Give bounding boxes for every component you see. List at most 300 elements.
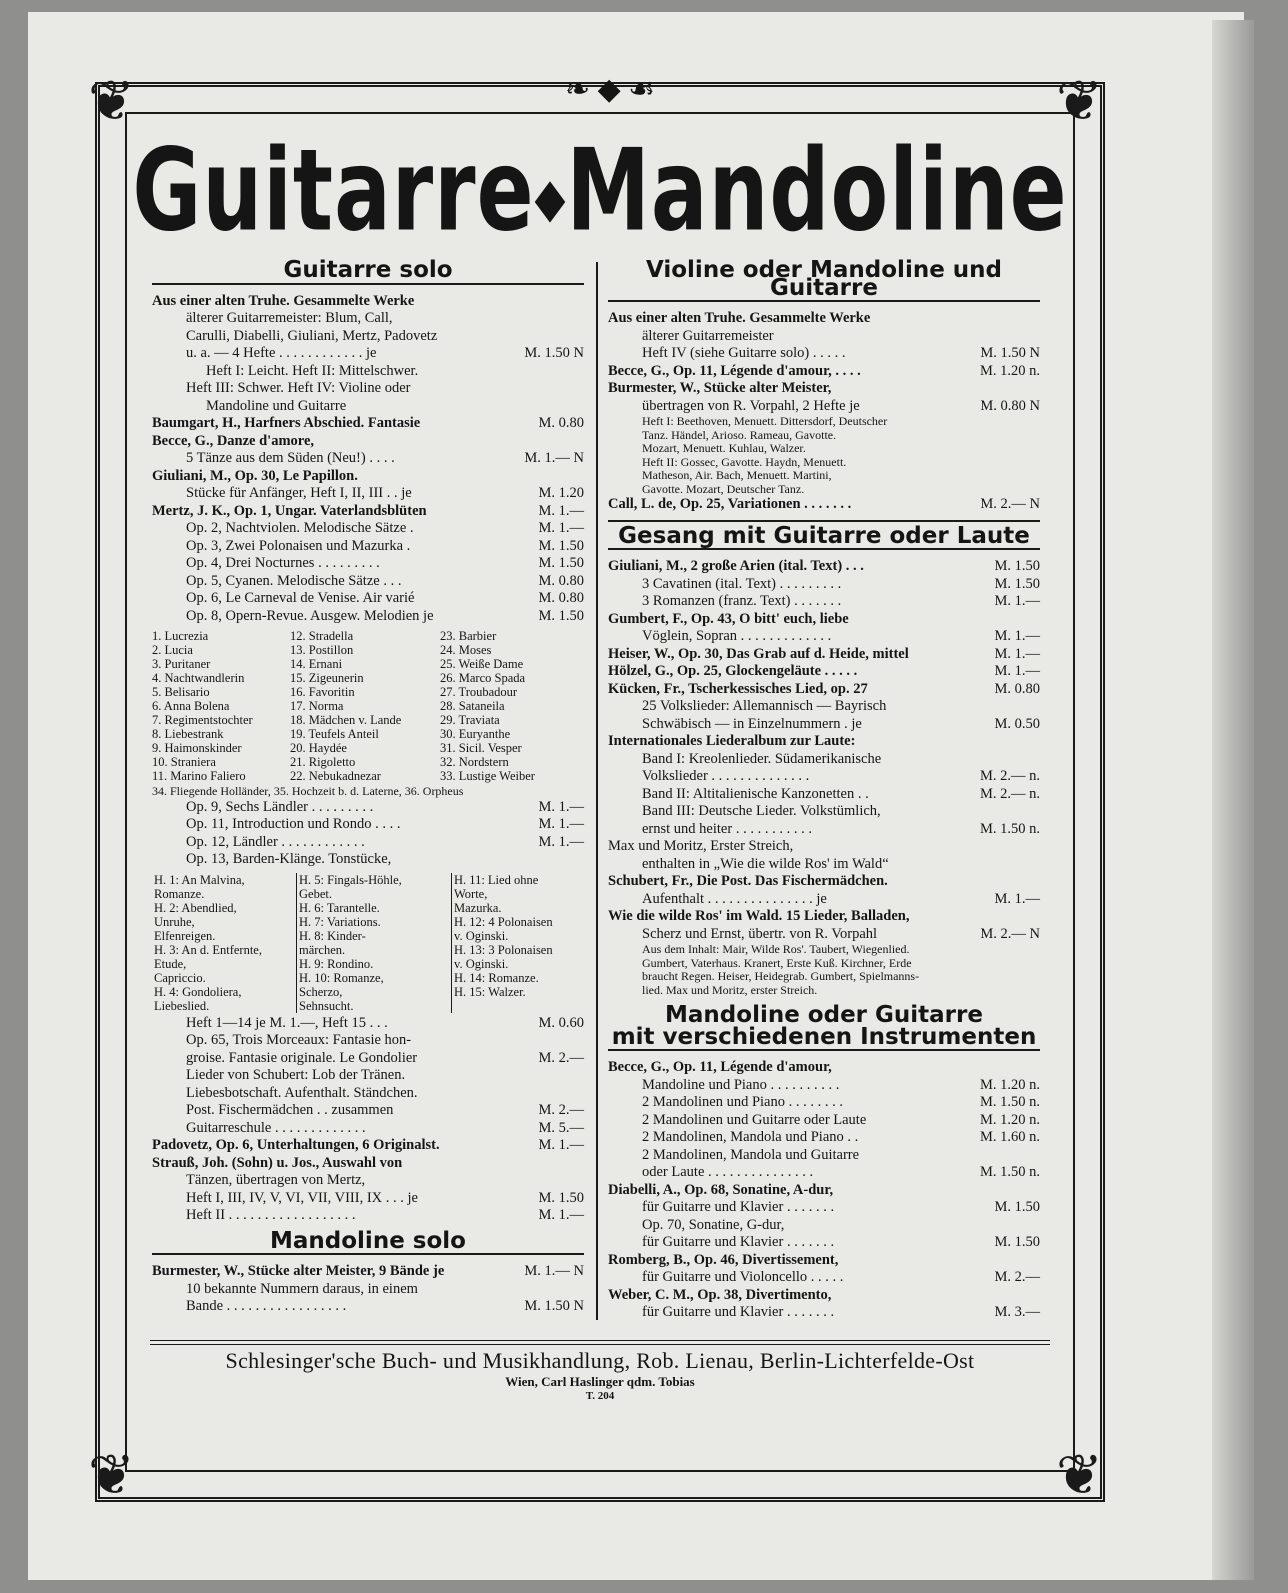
entry-text: Hölzel, G., Op. 25, Glockengeläute . . . . . (608, 663, 858, 679)
entry-text: Op. 9, Sechs Ländler . . . . . . . . . (186, 798, 374, 815)
entry-list (608, 1059, 1040, 1322)
heft-cell: Capriccio. (154, 970, 206, 985)
entry-price: M. 1.— (538, 502, 584, 519)
opera-item: 11. Marino Faliero (152, 769, 246, 783)
left-column (152, 257, 584, 1316)
catalog-entry (152, 799, 584, 817)
heft-cell: H. 8: Kinder- (296, 929, 452, 943)
opera-item: 20. Haydée (290, 741, 347, 755)
opera-item: 25. Weiße Dame (440, 657, 524, 671)
catalog-entry (608, 611, 1040, 629)
opera-list (152, 629, 584, 783)
entry-text: Aufenthalt . . . . . . . . . . . . . . . je (642, 890, 827, 907)
entry-text: Heft I, III, IV, V, VI, VII, VIII, IX . . . je (186, 1189, 418, 1206)
entry-price: M. 1.20 n. (979, 1076, 1040, 1093)
entry-text: Max und Moritz, Erster Streich, (608, 838, 794, 854)
entry-price: M. 2.— n. (979, 768, 1040, 784)
entry-text: Strauß, Joh. (Sohn) u. Jos., Auswahl von (152, 1154, 403, 1171)
catalog-entry (608, 768, 1040, 786)
opera-item: 32. Nordstern (440, 755, 509, 769)
entry-text: Liebesbotschaft. Aufenthalt. Ständchen. (186, 1084, 418, 1101)
entry-list (608, 558, 1040, 943)
entry-list (152, 1015, 584, 1225)
heft-cell: H. 15: Walzer. (454, 984, 526, 999)
entry-text: 2 Mandolinen, Mandola und Piano . . (642, 1129, 859, 1145)
opera-item: 16. Favoritin (290, 685, 355, 699)
heft-table (152, 873, 584, 1013)
catalog-entry (152, 328, 584, 346)
catalog-entry (608, 593, 1040, 611)
entry-price: M. 1.— (538, 520, 584, 536)
entry-text: Guitarreschule . . . . . . . . . . . . . (186, 1119, 366, 1136)
entry-price: M. 1.50 (538, 555, 584, 571)
corner-ornament-icon: ❦ (1056, 71, 1103, 133)
catalog-entry (608, 1217, 1040, 1235)
entry-price: M. 2.— (538, 1102, 584, 1118)
entry-text: Op. 12, Ländler . . . . . . . . . . . . (186, 833, 365, 850)
catalog-entry (608, 681, 1040, 699)
entry-text: Schubert, Fr., Die Post. Das Fischermädchen. (608, 873, 888, 889)
entry-list (152, 293, 584, 626)
catalog-entry (608, 1304, 1040, 1322)
entry-text: Padovetz, Op. 6, Unterhaltungen, 6 Originalst. (152, 1137, 440, 1153)
small-line: Tanz. Händel, Arioso. Rameau, Gavotte. (642, 427, 837, 442)
catalog-entry (608, 558, 1040, 576)
heft-cell: H. 9: Rondino. (296, 957, 452, 971)
footer (130, 1348, 1070, 1402)
opera-item: 7. Regimentstochter (152, 713, 253, 727)
catalog-entry (608, 310, 1040, 328)
entry-text: 2 Mandolinen und Guitarre oder Laute (642, 1111, 867, 1128)
entry-price: M. 1.— (538, 798, 584, 815)
heft-cell: Sehnsucht. (296, 999, 452, 1013)
opera-item: 27. Troubadour (440, 685, 518, 699)
catalog-entry (608, 891, 1040, 909)
opera-item: 21. Rigoletto (290, 755, 356, 769)
entry-text: Volkslieder . . . . . . . . . . . . . . (642, 768, 810, 784)
heft-cell: H. 5: Fingals-Höhle, (296, 873, 452, 887)
catalog-entry (152, 1067, 584, 1085)
heft-cell: Scherzo, (296, 985, 452, 999)
opera-item: 18. Mädchen v. Lande (290, 713, 402, 727)
entry-price: M. 2.— N (980, 496, 1040, 512)
heft-cell: H. 13: 3 Polonaisen (454, 942, 553, 957)
entry-text: Aus einer alten Truhe. Gesammelte Werke (608, 310, 871, 326)
opera-item: 17. Norma (290, 699, 344, 713)
heft-cell: Mazurka. (454, 900, 502, 915)
catalog-entry (152, 1032, 584, 1050)
entry-text: Op. 2, Nachtviolen. Melodische Sätze . (186, 520, 414, 536)
entry-text: Tänzen, übertragen von Mertz, (186, 1172, 366, 1188)
entry-text: Carulli, Diabelli, Giuliani, Mertz, Padovetz (186, 327, 438, 344)
entry-text: 5 Tänze aus dem Süden (Neu!) . . . . (186, 450, 395, 466)
opera-item: 3. Puritaner (152, 657, 211, 671)
entry-price: M. 2.— n. (979, 785, 1040, 802)
section-heading: Violine oder Mandoline und Guitarre (608, 262, 1040, 302)
entry-text: Schwäbisch — in Einzelnummern . je (642, 715, 862, 732)
entry-text: Op. 11, Introduction und Rondo . . . . (186, 816, 401, 832)
catalog-entry (152, 1137, 584, 1155)
heft-cell (452, 999, 584, 1013)
entry-text: Heft 1—14 je M. 1.—, Heft 15 . . . (186, 1014, 388, 1031)
catalog-entry (608, 1269, 1040, 1287)
small-line: Heft II: Gossec, Gavotte. Haydn, Menuett. (642, 454, 847, 469)
catalog-entry (152, 608, 584, 626)
corner-ornament-icon: ❦ (88, 71, 135, 133)
heft-cell: H. 1: An Malvina, (154, 872, 245, 887)
entry-price: M. 1.50 (538, 1189, 584, 1206)
entry-text: Op. 13, Barden-Klänge. Tonstücke, (186, 851, 392, 867)
entry-price: M. 1.50 n. (979, 1164, 1040, 1180)
entry-price: M. 1.50 (994, 575, 1040, 592)
entry-text: älterer Guitarremeister: Blum, Call, (186, 310, 393, 326)
small-line: Aus dem Inhalt: Mair, Wilde Ros'. Taubert, Wiegenlied. (642, 942, 910, 956)
entry-text: älterer Guitarremeister (642, 327, 774, 344)
entry-price: M. 1.— N (524, 450, 584, 466)
catalog-entry (608, 363, 1040, 381)
catalog-entry (152, 503, 584, 521)
opera-item: 26. Marco Spada (440, 671, 526, 685)
catalog-entry (152, 380, 584, 398)
entry-text: 3 Romanzen (franz. Text) . . . . . . . (642, 593, 842, 609)
small-line: Matheson, Air. Bach, Menuett. Martini, (642, 468, 832, 482)
opera-item: 31. Sicil. Vesper (440, 741, 522, 755)
entry-price: M. 1.— (994, 645, 1040, 662)
heft-cell: Elfenreigen. (154, 928, 216, 943)
catalog-entry (608, 856, 1040, 874)
catalog-entry (152, 310, 584, 328)
catalog-entry (608, 345, 1040, 363)
corner-ornament-icon: ❦ (88, 1445, 135, 1507)
catalog-entry (152, 468, 584, 486)
catalog-entry (608, 1147, 1040, 1165)
right-column (608, 257, 1040, 1322)
entry-price: M. 1.50 n. (979, 820, 1040, 837)
entry-text: Weber, C. M., Op. 38, Divertimento, (608, 1286, 832, 1303)
catalog-entry (152, 345, 584, 363)
opera-item: 24. Moses (440, 643, 492, 657)
entry-text: Heft II . . . . . . . . . . . . . . . . . . (186, 1207, 356, 1223)
catalog-entry (152, 415, 584, 433)
small-line: Heft I: Beethoven, Menuett. Dittersdorf, Deutscher (642, 414, 888, 428)
publisher: Schlesinger'sche Buch- und Musikhandlung, Rob. Lienau, Berlin-Lichterfelde-Ost (225, 1348, 975, 1373)
entry-text: Wie die wilde Ros' im Wald. 15 Lieder, Balladen, (608, 908, 910, 924)
entry-text: für Guitarre und Violoncello . . . . . (642, 1269, 844, 1285)
entry-price: M. 0.80 (538, 415, 584, 431)
opera-last: 34. Fliegende Holländer, 35. Hochzeit b. d. Laterne, 36. Orpheus (152, 784, 464, 798)
entry-text: Romberg, B., Op. 46, Divertissement, (608, 1251, 839, 1268)
catalog-entry (152, 834, 584, 852)
entry-price: M. 5.— (538, 1119, 584, 1136)
entry-price: M. 1.60 n. (979, 1129, 1040, 1145)
entry-price: M. 1.20 n. (979, 362, 1040, 379)
entry-text: Burmester, W., Stücke alter Meister, (608, 380, 832, 396)
entry-text: Becce, G., Op. 11, Légende d'amour, . . . . (608, 362, 861, 379)
entry-text: Kücken, Fr., Tscherkessisches Lied, op. 27 (608, 680, 868, 697)
entry-text: Aus einer alten Truhe. Gesammelte Werke (152, 292, 415, 309)
catalog-number: T. 204 (585, 1390, 615, 1402)
catalog-entry (152, 1102, 584, 1120)
section-heading: mit verschiedenen Instrumenten (608, 1029, 1040, 1052)
catalog-entry (608, 628, 1040, 646)
entry-list (608, 310, 1040, 415)
section-heading: Mandoline oder Guitarre (665, 1002, 983, 1028)
heft-cell: H. 7: Variations. (296, 915, 452, 929)
catalog-entry (608, 1199, 1040, 1217)
publisher-vienna: Wien, Carl Haslinger qdm. Tobias (505, 1374, 695, 1389)
heft-cell: Liebeslied. (154, 998, 210, 1013)
heft-cell: H. 14: Romanze. (454, 970, 539, 985)
opera-item: 33. Lustige Weiber (440, 769, 535, 783)
catalog-entry (608, 733, 1040, 751)
catalog-entry (152, 363, 584, 381)
entry-price: M. 1.— (994, 663, 1040, 679)
heft-cell: Etude, (154, 956, 187, 971)
entry-price: M. 2.— N (980, 925, 1040, 942)
catalog-entry (608, 908, 1040, 926)
footer-rule (150, 1340, 1050, 1345)
opera-item: 29. Traviata (440, 713, 500, 727)
heft-cell: H. 2: Abendlied, (154, 900, 237, 915)
catalog-entry (608, 1129, 1040, 1147)
heft-cell: H. 6: Tarantelle. (296, 901, 452, 915)
heft-cell: H. 4: Gondoliera, (154, 984, 242, 999)
entry-price: M. 1.50 N (980, 345, 1040, 361)
entry-list (608, 496, 1040, 514)
catalog-entry (152, 398, 584, 416)
heft-cell: Unruhe, (154, 914, 195, 929)
opera-item: 10. Straniera (152, 755, 216, 769)
heft-cell: Gebet. (296, 887, 452, 901)
entry-text: Op. 5, Cyanen. Melodische Sätze . . . (186, 572, 402, 589)
entry-text: Op. 70, Sonatine, G-dur, (642, 1216, 785, 1233)
small-text (608, 415, 1040, 496)
opera-item: 6. Anna Bolena (152, 699, 230, 713)
entry-price: M. 1.50 (538, 607, 584, 624)
entry-text: oder Laute . . . . . . . . . . . . . . . (642, 1164, 814, 1180)
entry-text: Band III: Deutsche Lieder. Volkstümlich, (642, 803, 881, 819)
entry-text: Internationales Liederalbum zur Laute: (608, 733, 856, 749)
opera-item: 13. Postillon (290, 643, 354, 657)
small-line: lied. Max und Moritz, erster Streich. (642, 982, 818, 997)
entry-text: enthalten in „Wie die wilde Ros' im Wald“ (642, 855, 889, 872)
catalog-entry (152, 1085, 584, 1103)
diamond-icon: ◆ (534, 167, 567, 230)
entry-text: für Guitarre und Klavier . . . . . . . (642, 1234, 835, 1250)
entry-list (152, 1263, 584, 1316)
catalog-entry (608, 786, 1040, 804)
catalog-entry (152, 520, 584, 538)
entry-text: Vöglein, Sopran . . . . . . . . . . . . . (642, 628, 832, 644)
entry-text: Call, L. de, Op. 25, Variationen . . . . . . . (608, 496, 852, 512)
entry-text: Heiser, W., Op. 30, Das Grab auf d. Heide, mittel (608, 645, 909, 662)
opera-item: 9. Haimonskinder (152, 741, 242, 755)
entry-price: M. 1.— (994, 593, 1040, 609)
entry-text: Op. 3, Zwei Polonaisen und Mazurka . (186, 537, 411, 554)
entry-price: M. 1.— (538, 1137, 584, 1153)
opera-item: 14. Ernani (290, 657, 343, 671)
entry-price: M. 1.— (994, 628, 1040, 644)
entry-price: M. 1.— (538, 816, 584, 832)
catalog-entry (608, 838, 1040, 856)
catalog-entry (152, 816, 584, 834)
opera-item: 22. Nebukadnezar (290, 769, 381, 783)
catalog-entry (152, 1155, 584, 1173)
entry-text: Bande . . . . . . . . . . . . . . . . . (186, 1298, 347, 1314)
entry-text: groise. Fantasie originale. Le Gondolier (186, 1049, 418, 1066)
catalog-entry (152, 1172, 584, 1190)
catalog-entry (608, 1094, 1040, 1112)
entry-price: M. 1.20 n. (979, 1111, 1040, 1128)
entry-price: M. 0.80 N (980, 397, 1040, 414)
entry-text: Lieder von Schubert: Lob der Tränen. (186, 1067, 406, 1083)
entry-price: M. 0.80 (994, 680, 1040, 697)
entry-text: Giuliani, M., Op. 30, Le Papillon. (152, 467, 358, 484)
entry-text: Diabelli, A., Op. 68, Sonatine, A-dur, (608, 1181, 834, 1198)
corner-ornament-icon: ❦ (1056, 1445, 1103, 1507)
entry-text: 10 bekannte Nummern daraus, in einem (186, 1280, 418, 1297)
catalog-entry (152, 1298, 584, 1316)
title-right: Mandoline (566, 124, 1068, 257)
entry-text: Giuliani, M., 2 große Arien (ital. Text) . . . (608, 558, 864, 574)
heft-cell: v. Oginski. (454, 928, 509, 943)
small-line: braucht Regen. Heiser, Heidegrab. Gumbert, Spielmanns- (642, 969, 920, 983)
entry-text: Stücke für Anfänger, Heft I, II, III . . je (186, 485, 412, 501)
catalog-entry (152, 1281, 584, 1299)
opera-item: 12. Stradella (290, 629, 354, 643)
catalog-entry (608, 1252, 1040, 1270)
catalog-entry (152, 485, 584, 503)
catalog-entry (608, 380, 1040, 398)
opera-item: 4. Nachtwandlerin (152, 671, 245, 685)
entry-price: M. 1.50 N (524, 1298, 584, 1314)
catalog-entry (608, 398, 1040, 416)
entry-price: M. 1.50 (994, 1199, 1040, 1215)
catalog-entry (608, 328, 1040, 346)
entry-text: Heft I: Leicht. Heft II: Mittelschwer. (206, 362, 419, 379)
entry-price: M. 1.50 (994, 1234, 1040, 1250)
entry-text: 2 Mandolinen und Piano . . . . . . . . (642, 1094, 843, 1110)
entry-text: Op. 65, Trois Morceaux: Fantasie hon- (186, 1032, 412, 1048)
opera-item: 5. Belisario (152, 685, 210, 699)
catalog-entry (608, 716, 1040, 734)
entry-price: M. 0.50 (994, 715, 1040, 732)
entry-text: Op. 6, Le Carneval de Venise. Air varié (186, 590, 415, 606)
flourish-icon: ❧ ◆ ☙ (564, 73, 656, 106)
entry-text: Baumgart, H., Harfners Abschied. Fantasie (152, 415, 421, 431)
opera-item: 2. Lucia (152, 643, 193, 657)
opera-item: 8. Liebestrank (152, 727, 224, 741)
entry-text: Becce, G., Op. 11, Légende d'amour, (608, 1059, 832, 1075)
catalog-entry (608, 821, 1040, 839)
entry-text: für Guitarre und Klavier . . . . . . . (642, 1304, 835, 1320)
entry-text: Mandoline und Guitarre (206, 397, 347, 414)
opera-item: 19. Teufels Anteil (290, 727, 379, 741)
entry-price: M. 1.50 (994, 558, 1040, 574)
entry-price: M. 1.— (538, 1207, 584, 1223)
entry-text: Gumbert, F., Op. 43, O bitt' euch, liebe (608, 610, 849, 627)
heft-cell: H. 12: 4 Polonaisen (454, 914, 553, 929)
catalog-entry (152, 555, 584, 573)
heft-cell: H. 3: An d. Entfernte, (154, 942, 262, 957)
catalog-entry (152, 1263, 584, 1281)
catalog-entry (608, 1287, 1040, 1305)
heft-cell: Romanze. (154, 886, 205, 901)
entry-price: M. 1.50 N (524, 345, 584, 361)
opera-item: 15. Zigeunerin (290, 671, 364, 685)
catalog-entry (608, 496, 1040, 514)
page-edge (1212, 20, 1254, 1580)
catalog-entry (608, 1112, 1040, 1130)
opera-item: 28. Sataneila (440, 699, 505, 713)
entry-text: Band I: Kreolenlieder. Südamerikanische (642, 750, 882, 767)
entry-price: M. 1.50 n. (979, 1094, 1040, 1110)
entry-price: M. 1.20 (538, 485, 584, 501)
catalog-entry (608, 926, 1040, 944)
section-heading: Mandoline solo (152, 1233, 584, 1256)
entry-text: 2 Mandolinen, Mandola und Guitarre (642, 1146, 860, 1163)
entry-text: Mertz, J. K., Op. 1, Ungar. Vaterlandsblüten (152, 502, 427, 519)
catalog-entry (608, 1077, 1040, 1095)
entry-list (152, 799, 584, 869)
entry-text: Scherz und Ernst, übertr. von R. Vorpahl (642, 925, 878, 942)
entry-price: M. 1.— (994, 890, 1040, 907)
catalog-entry (608, 751, 1040, 769)
catalog-entry (608, 803, 1040, 821)
catalog-entry (152, 538, 584, 556)
entry-text: 3 Cavatinen (ital. Text) . . . . . . . . . (642, 575, 842, 592)
catalog-entry (608, 873, 1040, 891)
entry-price: M. 1.— (538, 833, 584, 850)
heft-cell: v. Oginski. (454, 956, 509, 971)
heft-cell: märchen. (296, 943, 452, 957)
entry-price: M. 1.— N (524, 1263, 584, 1279)
column-divider (596, 262, 598, 1320)
entry-price: M. 2.— (994, 1269, 1040, 1285)
small-text (608, 943, 1040, 997)
title-left: Guitarre (132, 124, 535, 257)
entry-text: Op. 8, Opern-Revue. Ausgew. Melodien je (186, 607, 434, 624)
small-line: Mozart, Menuett. Kuhlau, Walzer. (642, 441, 806, 455)
catalog-entry (152, 433, 584, 451)
catalog-entry (152, 293, 584, 311)
entry-text: Becce, G., Danze d'amore, (152, 432, 315, 449)
catalog-entry (152, 1190, 584, 1208)
catalog-entry (152, 1207, 584, 1225)
entry-text: 25 Volkslieder: Allemannisch — Bayrisch (642, 698, 887, 714)
catalog-entry (152, 573, 584, 591)
entry-price: M. 1.50 (538, 537, 584, 554)
catalog-entry (608, 698, 1040, 716)
entry-price: M. 2.— (538, 1049, 584, 1066)
catalog-entry (608, 1234, 1040, 1252)
entry-text: Heft III: Schwer. Heft IV: Violine oder (186, 380, 411, 396)
catalog-entry (152, 450, 584, 468)
catalog-entry (152, 1050, 584, 1068)
entry-text: ernst und heiter . . . . . . . . . . . (642, 820, 812, 837)
entry-text: Op. 4, Drei Nocturnes . . . . . . . . . (186, 555, 380, 571)
entry-price: M. 0.80 (538, 572, 584, 589)
opera-item: 23. Barbier (440, 629, 497, 643)
catalog-entry (608, 576, 1040, 594)
catalog-entry (152, 1120, 584, 1138)
entry-price: M. 3.— (994, 1304, 1040, 1320)
catalog-entry (152, 590, 584, 608)
entry-text: Heft IV (siehe Guitarre solo) . . . . . (642, 345, 846, 361)
heft-cell: H. 10: Romanze, (296, 971, 452, 985)
heft-cell: H. 11: Lied ohne (454, 872, 539, 887)
page-title (130, 124, 1070, 256)
